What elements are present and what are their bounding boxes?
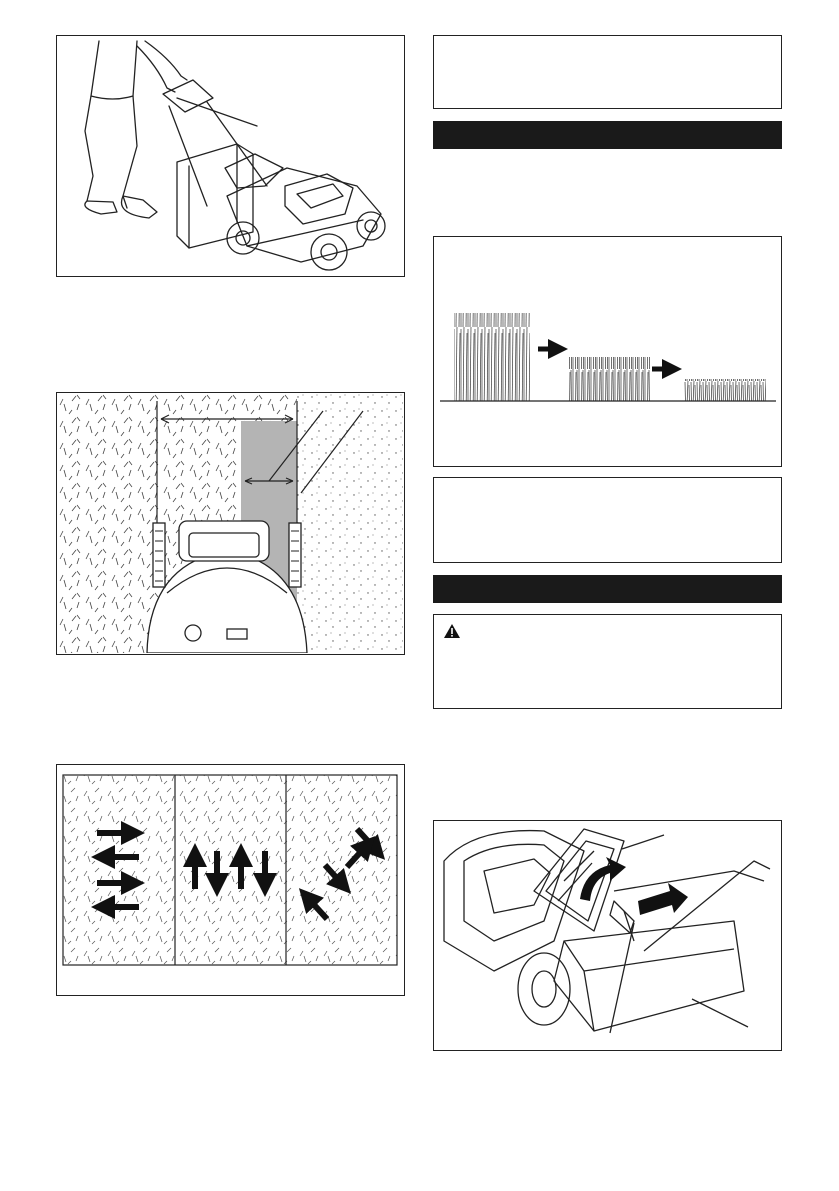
figure-overlap <box>56 392 405 655</box>
grass-basket <box>554 921 744 1031</box>
mowing-person-illustration <box>57 36 403 275</box>
figure-patterns <box>56 764 405 996</box>
warning-box <box>433 614 782 709</box>
section-heading-bar-1 <box>433 121 782 149</box>
note-box-1 <box>433 35 782 109</box>
grass-stages-illustration <box>434 237 780 465</box>
arrow-pull-out <box>638 883 688 915</box>
medium-grass <box>568 357 650 401</box>
overlap-illustration <box>57 393 403 653</box>
short-grass <box>684 379 766 401</box>
warning-triangle-icon <box>443 623 461 639</box>
figure-grass-basket <box>433 820 782 1051</box>
section-heading-bar-2 <box>433 575 782 603</box>
grass-basket-illustration <box>434 821 780 1049</box>
figure-mowing-person <box>56 35 405 277</box>
figure-grass-stages <box>433 236 782 467</box>
patterns-illustration <box>57 765 403 994</box>
tall-grass <box>454 313 530 401</box>
note-box-2 <box>433 477 782 563</box>
